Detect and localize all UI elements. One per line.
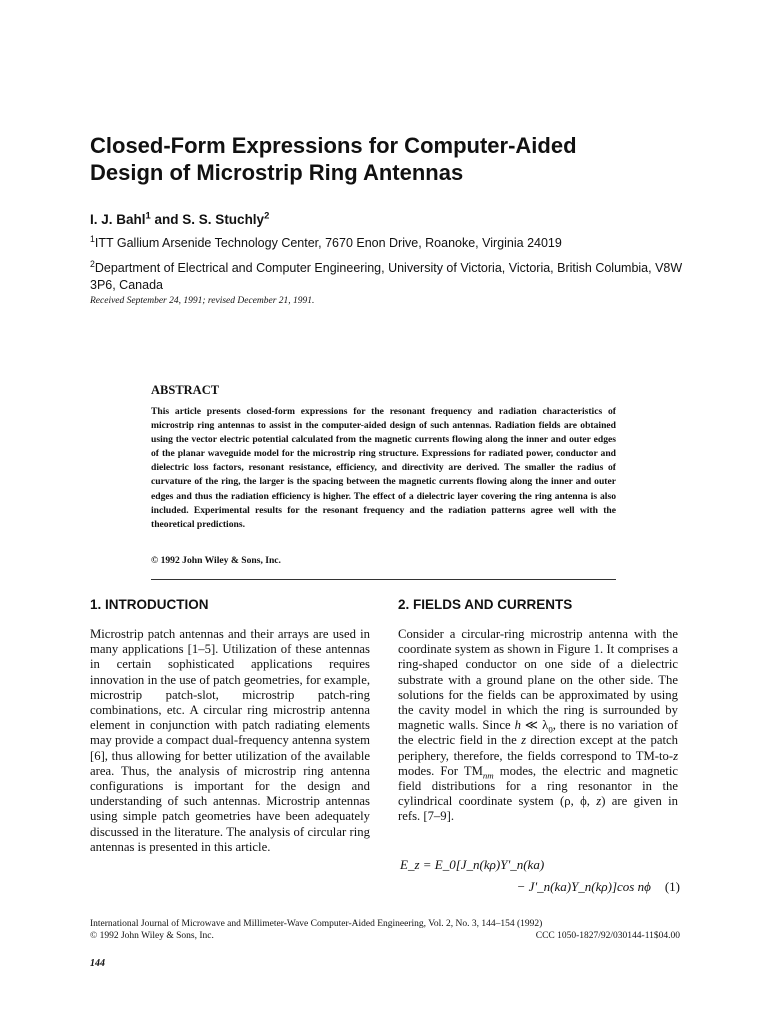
fields-paragraph: Consider a circular-ring microstrip antenna with the coordinate system as shown in Figure 1. It comprises a ring-shaped conductor on one side of a dielectric substrate with a ground plane on the other side. The solutions for the fields can be approximated by using the cavity model in which the ring is surrounded by magnetic walls. Since h ≪ $\lambda_0$, there is no variation of the electric field in the z direction except at the patch periphery, therefore, the fields correspond to TM-to-z modes. For $TM_{nm}$ modes, the electric and magnetic field distributions for a ring resonantor in the cylindrical coordinate system (ρ, ϕ, z) are given in refs. [7–9]. [398, 627, 678, 824]
author-and: and [150, 212, 183, 227]
equation-1-line-1: E_z = E_0[J_n(kρ)Y'_n(ka) [400, 857, 545, 872]
introduction-paragraph: Microstrip patch antennas and their arrays are used in many applications [1–5]. Utilization of these antennas in certain sophisticated applications requires innovation in the use of patch geometries, for example, microstrip patch-slot, microstrip patch-ring combinations, etc. A circular ring microstrip antenna element in conjunction with patch radiating elements may provide a compact dual-frequency antenna system [6], thus allowing for better utilization of the available area. Thus, the analysis of microstrip ring antenna configurations is important for the design and understanding of such antennas. Microstrip antennas using simple patch geometries have been adequately discussed in the literature. The analysis of circular ring antennas is presented in this article. [90, 627, 370, 854]
paper-title [90, 132, 690, 186]
abstract-body: This article presents closed-form expressions for the resonant frequency and radiation characteristics of microstrip ring antennas to assist in the computer-aided design of such antennas. Radiation fields are obtained using the vector electric potential calculated from the magnetic currents flowing along the inner and outer edges of the planar waveguide model for the microstrip ring structure. Expressions for radiated power, conductor and dielectric loss factors, resonant resistance, efficiency, and directivity are derived. The smaller the radius of curvature of the ring, the larger is the spacing between the magnetic currents flowing along the inner and outer edges and thus the radiation efficiency is higher. The effect of a dielectric layer covering the ring antenna is also included. Experimental results for the resonant frequency and the radiation patterns agree well with the theoretical predictions. [151, 406, 616, 530]
equation-1-line-2: − J'_n(ka)Y_n(kρ)]cos nϕ (1) [516, 879, 680, 894]
title-line-1: Closed-Form Expressions for Computer-Aided [90, 133, 577, 158]
author-1: I. J. Bahl [90, 212, 146, 227]
abstract-heading: ABSTRACT [151, 383, 220, 397]
author-2: S. S. Stuchly [182, 212, 265, 227]
author-2-mark: 2 [264, 210, 270, 222]
journal-footer [90, 918, 680, 942]
author-1-mark: 1 [145, 210, 151, 222]
affiliation-1-mark: 1 [90, 233, 95, 244]
affiliation-2-mark: 2 [90, 258, 95, 269]
equation-number: (1) [664, 879, 680, 894]
footer-ccc: CCC 1050-1827/92/030144-11$04.00 [535, 931, 680, 941]
received-dates: Received September 24, 1991; revised December 21, 1991. [90, 296, 315, 306]
affiliation-2 [90, 260, 700, 294]
affiliation-1 [90, 235, 700, 252]
affiliation-2-text: Department of Electrical and Computer Engineering, University of Victoria, Victoria, British Columbia, V8W 3P6, Canada [90, 261, 683, 292]
journal-citation: International Journal of Microwave and Millimeter-Wave Computer-Aided Engineering, Vol. 2, No. 3, 144–154 (1992) [90, 919, 543, 929]
footer-copyright: © 1992 John Wiley & Sons, Inc. [90, 931, 214, 941]
abstract-copyright: © 1992 John Wiley & Sons, Inc. [151, 555, 281, 566]
section-heading-introduction: 1. INTRODUCTION [90, 597, 209, 612]
title-line-2: Design of Microstrip Ring Antennas [90, 160, 464, 185]
section-heading-fields: 2. FIELDS AND CURRENTS [398, 597, 573, 612]
author-list [90, 212, 269, 227]
affiliation-1-text: ITT Gallium Arsenide Technology Center, 7670 Enon Drive, Roanoke, Virginia 24019 [94, 236, 562, 250]
abstract-divider [151, 579, 616, 580]
page-number: 144 [90, 958, 105, 969]
